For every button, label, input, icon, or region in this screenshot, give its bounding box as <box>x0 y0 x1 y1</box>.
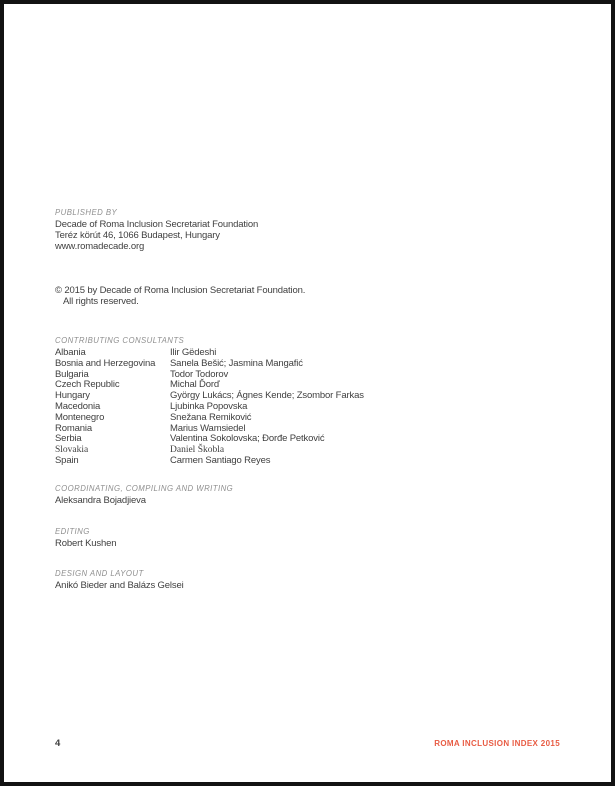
consultant-row <box>55 434 364 445</box>
design-label: DESIGN AND LAYOUT <box>55 569 144 578</box>
consultants-label: CONTRIBUTING CONSULTANTS <box>55 336 185 345</box>
page-number: 4 <box>55 738 61 749</box>
consultant-country: Czech Republic <box>55 379 120 391</box>
consultant-country: Montenegro <box>55 411 105 423</box>
coordinating-section <box>55 483 233 506</box>
published-by-section <box>55 207 258 252</box>
consultant-country: Bulgaria <box>55 368 89 380</box>
consultant-row <box>55 413 364 424</box>
rights-reserved-line: All rights reserved. <box>63 296 139 307</box>
coordinating-label: COORDINATING, COMPILING AND WRITING <box>55 484 234 493</box>
running-footer-title: ROMA INCLUSION INDEX 2015 <box>434 739 560 748</box>
consultant-country: Serbia <box>55 433 82 445</box>
consultants-section <box>55 335 364 467</box>
editing-label: EDITING <box>55 527 90 536</box>
consultant-names: Michal Ďorď <box>170 379 220 391</box>
consultant-country: Romania <box>55 422 92 434</box>
consultant-names: Daniel Škobla <box>170 445 225 456</box>
consultant-names: Marius Wamsiedel <box>170 422 246 434</box>
consultant-names: Sanela Bešić; Jasmina Mangafić <box>170 357 303 369</box>
coordinating-name: Aleksandra Bojadjieva <box>55 495 146 506</box>
consultant-country: Spain <box>55 454 79 466</box>
published-by-label: PUBLISHED BY <box>55 208 118 217</box>
editing-name: Robert Kushen <box>55 538 117 549</box>
editing-section <box>55 526 116 549</box>
consultant-country: Slovakia <box>55 445 89 456</box>
consultant-names: Ilir Gëdeshi <box>170 347 217 358</box>
publisher-address: Teréz körút 46, 1066 Budapest, Hungary <box>55 230 220 241</box>
consultant-names: Todor Todorov <box>170 368 229 380</box>
publisher-website: www.romadecade.org <box>55 241 145 252</box>
consultant-country: Macedonia <box>55 400 101 412</box>
consultant-country: Bosnia and Herzegovina <box>55 357 156 369</box>
consultant-names: Carmen Santiago Reyes <box>170 454 271 466</box>
consultant-country: Albania <box>55 347 86 358</box>
consultant-names: Ljubinka Popovska <box>170 400 248 412</box>
publisher-name: Decade of Roma Inclusion Secretariat Foundation <box>55 219 259 230</box>
consultant-names: Valentina Sokolovska; Đorđe Petković <box>170 433 325 445</box>
consultant-names: Snežana Remiković <box>170 411 252 423</box>
consultant-row <box>55 456 364 467</box>
copyright-line: © 2015 by Decade of Roma Inclusion Secretariat Foundation. <box>55 285 306 296</box>
consultant-names: György Lukács; Ágnes Kende; Zsombor Farkas <box>170 390 364 402</box>
consultant-row <box>55 359 364 370</box>
design-section <box>55 568 184 591</box>
consultant-country: Hungary <box>55 390 90 402</box>
design-name: Anikó Bieder and Balázs Gelsei <box>55 580 184 591</box>
copyright-section <box>55 285 305 307</box>
